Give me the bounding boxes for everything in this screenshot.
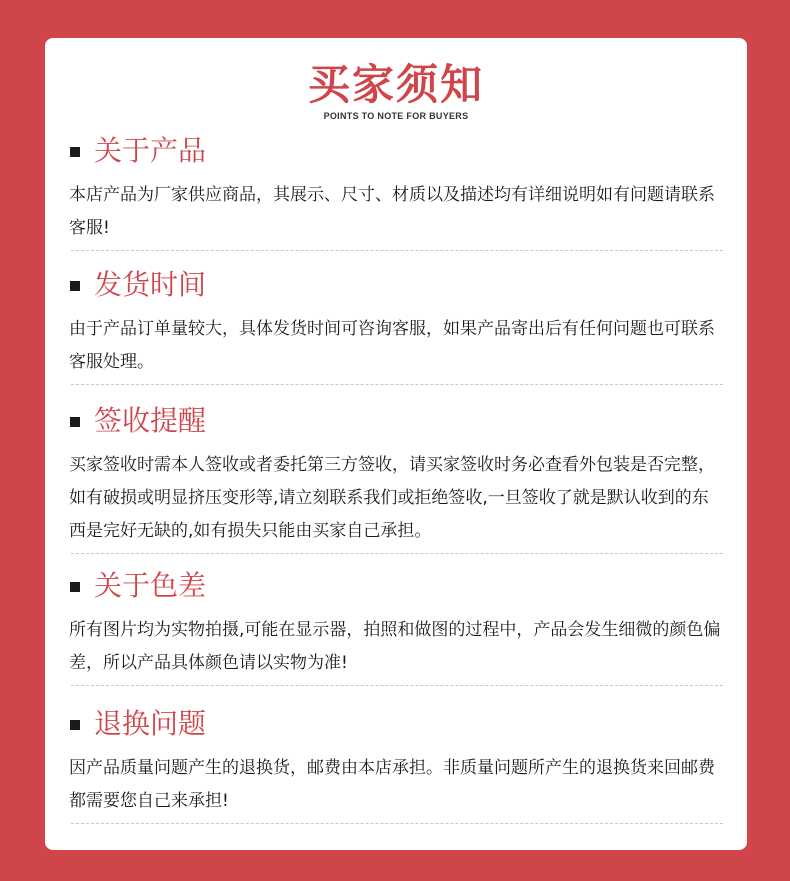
dashed-divider — [71, 250, 723, 251]
dashed-divider — [71, 685, 723, 686]
dashed-divider — [71, 553, 723, 554]
header — [45, 60, 747, 122]
section-product — [69, 133, 723, 251]
section-text: 所有图片均为实物拍摄,可能在显示器，拍照和做图的过程中，产品会发生细微的颜色偏差，所以产品具体颜色请以实物为准! — [69, 620, 721, 673]
section-title: 签收提醒 — [94, 404, 207, 437]
square-bullet-icon — [70, 147, 80, 157]
square-bullet-icon — [70, 417, 80, 427]
square-bullet-icon — [70, 582, 80, 592]
page-title: 买家须知 — [307, 60, 484, 109]
section-receipt-reminder — [69, 403, 723, 554]
section-title: 关于色差 — [94, 569, 207, 602]
section-title: 退换问题 — [94, 707, 207, 740]
square-bullet-icon — [70, 720, 80, 730]
section-title: 发货时间 — [94, 268, 207, 301]
square-bullet-icon — [70, 281, 80, 291]
section-returns — [69, 706, 723, 824]
section-color-difference — [69, 568, 723, 686]
dashed-divider — [71, 384, 723, 385]
section-text: 由于产品订单量较大，具体发货时间可咨询客服，如果产品寄出后有任何问题也可联系客服处理。 — [69, 319, 715, 372]
dashed-divider — [71, 823, 723, 824]
section-shipping-time — [69, 267, 723, 385]
notice-card — [45, 38, 747, 850]
section-text: 因产品质量问题产生的退换货，邮费由本店承担。非质量问题所产生的退换货来回邮费都需要您自己来承担! — [69, 758, 715, 811]
page-subtitle: POINTS TO NOTE FOR BUYERS — [323, 111, 469, 121]
section-title: 关于产品 — [94, 134, 207, 167]
section-text: 本店产品为厂家供应商品，其展示、尺寸、材质以及描述均有详细说明如有问题请联系客服! — [69, 185, 715, 238]
section-text: 买家签收时需本人签收或者委托第三方签收，请买家签收时务必查看外包装是否完整，如有破损或明显挤压变形等,请立刻联系我们或拒绝签收,一旦签收了就是默认收到的东西是完好无缺的,如有损失只能由买家自己承担。 — [69, 455, 715, 541]
